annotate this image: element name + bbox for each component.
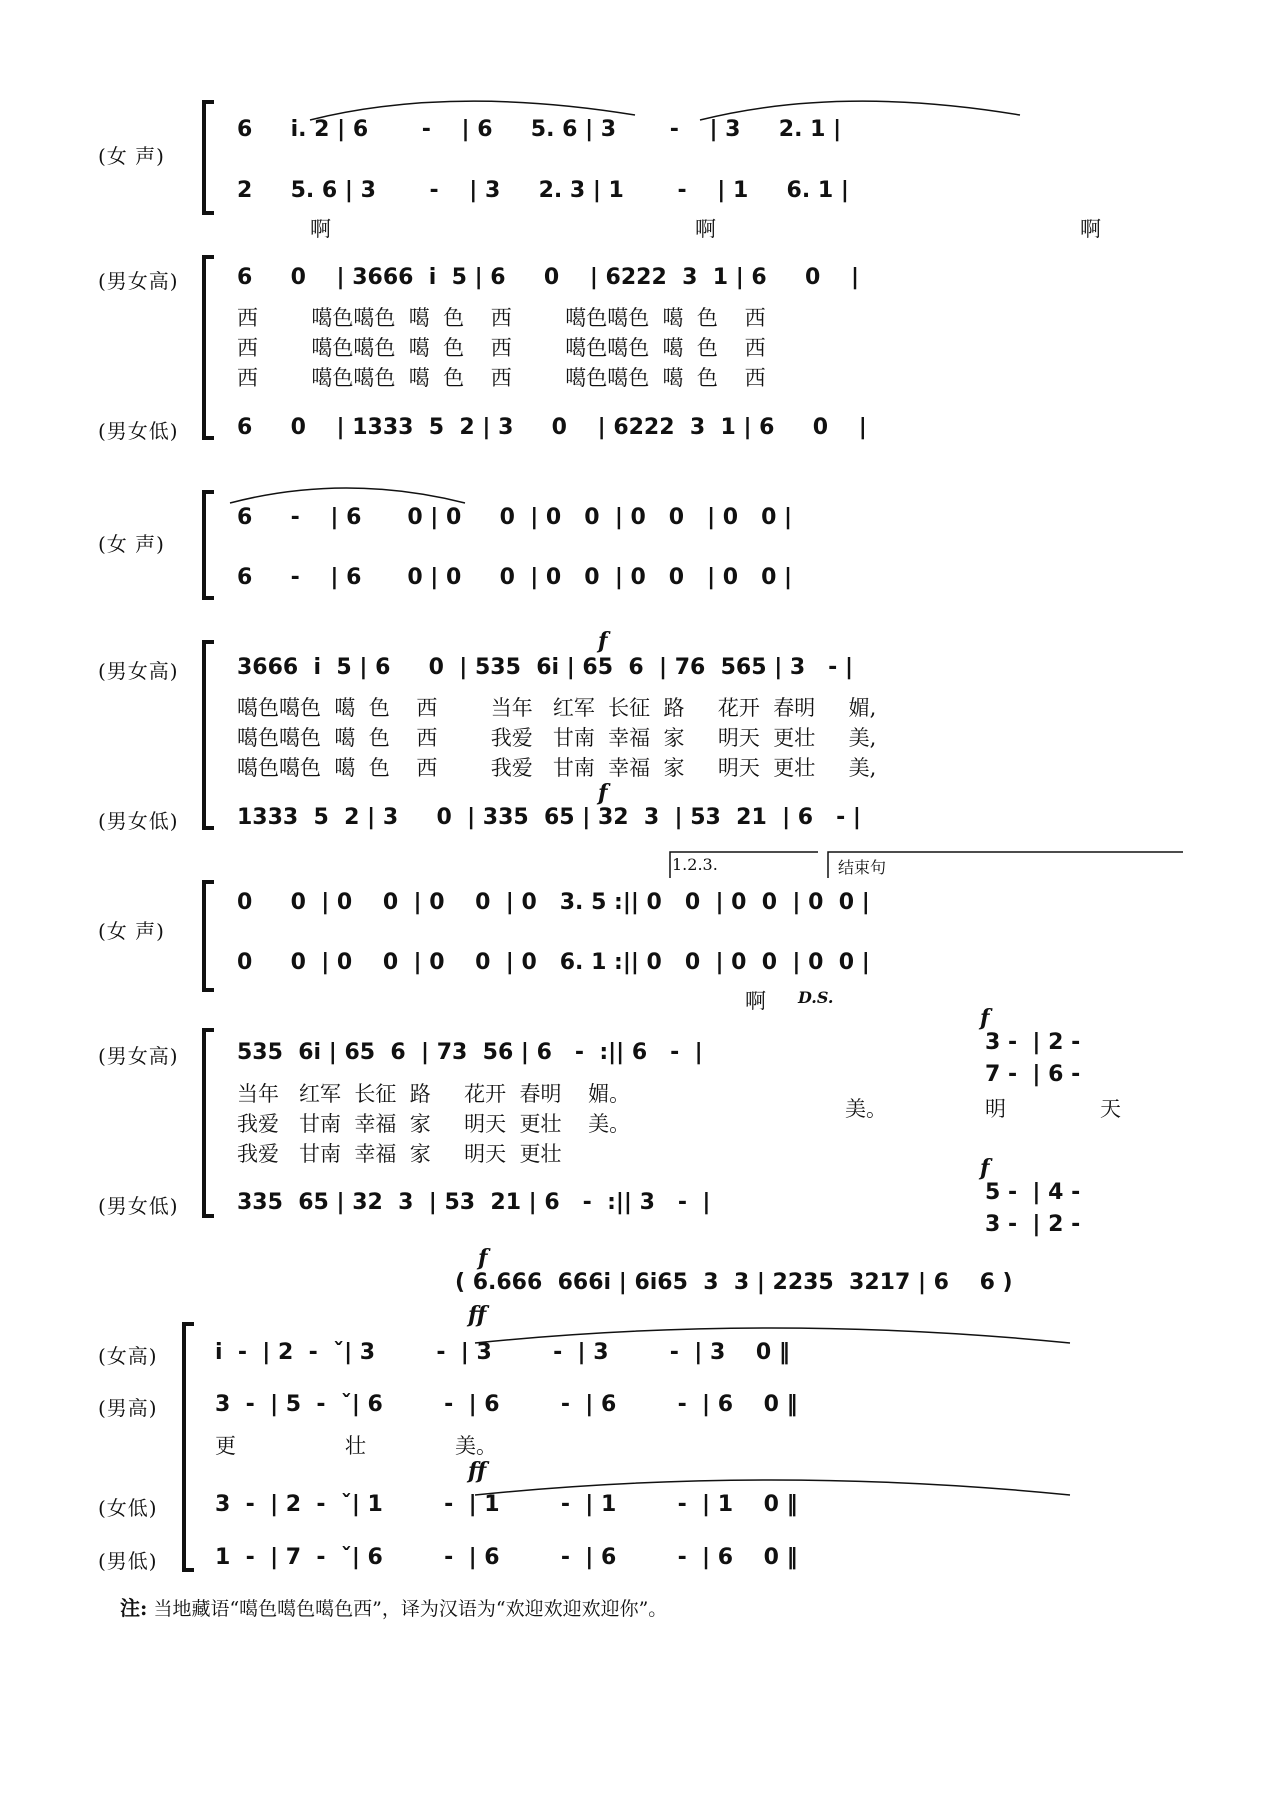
lyric-ah: 啊 (745, 989, 766, 1013)
volta-ending: 结束句 (838, 858, 887, 877)
notes-male-low: 1 - | 7 - ˇ| 6 - | 6 - | 6 - | 6 0 ‖ (215, 1545, 798, 1570)
lyric-line-2: 我爱 甘南 幸福 家 明天 更壮 美。 (237, 1112, 631, 1136)
dynamic-forte: f (478, 1245, 488, 1271)
lyric-mei: 美。 (455, 1434, 497, 1458)
footnote-prefix: 注: (120, 1596, 148, 1620)
volta-brackets (668, 850, 1188, 880)
notes-female-top: 0 0 | 0 0 | 0 0 | 0 3. 5 :|| 0 0 | 0 0 | 0 0 | (237, 890, 870, 915)
notes-split-low-top: 5 - | 4 - (985, 1180, 1081, 1205)
lyric-line-2: 噶色噶色 噶 色 西 我爱 甘南 幸福 家 明天 更壮 美, (237, 726, 877, 750)
volta-first: 1.2.3. (672, 855, 718, 874)
slurs (300, 90, 1260, 130)
lyric-line-3: 我爱 甘南 幸福 家 明天 更壮 (237, 1142, 562, 1166)
choir-bracket (180, 1322, 200, 1572)
notes-female-bottom: 2 5. 6 | 3 - | 3 2. 3 | 1 - | 1 6. 1 | (237, 178, 849, 203)
part-label-female: (女 声) (98, 532, 165, 556)
part-label-female-low: (女低) (98, 1496, 158, 1520)
notes-female-bottom: 0 0 | 0 0 | 0 0 | 0 6. 1 :|| 0 0 | 0 0 | 0 0 | (237, 950, 870, 975)
notes-female-bottom: 6 - | 6 0 | 0 0 | 0 0 | 0 0 | 0 0 | (237, 565, 793, 590)
lyric-line-1: 西 噶色噶色 噶 色 西 噶色噶色 噶 色 西 (237, 306, 766, 330)
lyric-geng: 更 (215, 1434, 236, 1458)
notes-mixed-low: 6 0 | 1333 5 2 | 3 0 | 6222 3 1 | 6 0 | (237, 415, 867, 440)
part-label-mixed-low: (男女低) (98, 419, 179, 443)
notes-mixed-low: 1333 5 2 | 3 0 | 335 65 | 32 3 | 53 21 | 6 - | (237, 805, 861, 830)
part-label-mixed-high: (男女高) (98, 269, 179, 293)
lyric-extra-3: 天 (1100, 1097, 1121, 1121)
ties-upper (470, 1318, 1090, 1348)
footnote-text: 当地藏语“噶色噶色噶色西”，译为汉语为“欢迎欢迎欢迎你”。 (153, 1598, 668, 1620)
footnote (120, 1592, 667, 1621)
dal-segno: D.S. (798, 988, 834, 1007)
dynamic-forte: f (598, 780, 608, 806)
notes-mixed-low: 335 65 | 32 3 | 53 21 | 6 - :|| 3 - | (237, 1190, 711, 1215)
female-bracket (200, 490, 220, 600)
lyric-ah-3: 啊 (1080, 217, 1101, 241)
notes-female-top: 6 i. 2 | 6 - | 6 5. 6 | 3 - | 3 2. 1 | (237, 117, 842, 142)
part-label-female-high: (女高) (98, 1344, 158, 1368)
notes-female-top: 6 - | 6 0 | 0 0 | 0 0 | 0 0 | 0 0 | (237, 505, 793, 530)
notes-mixed-high: 6 0 | 3666 i 5 | 6 0 | 6222 3 1 | 6 0 | (237, 265, 859, 290)
part-label-female: (女 声) (98, 919, 165, 943)
mixed-bracket (200, 640, 220, 830)
part-label-mixed-high: (男女高) (98, 1044, 179, 1068)
lyric-line-1: 当年 红军 长征 路 花开 春明 媚。 (237, 1082, 631, 1106)
lyric-extra-1: 美。 (845, 1097, 887, 1121)
part-label-male-high: (男高) (98, 1396, 158, 1420)
part-label-male-low: (男低) (98, 1549, 158, 1573)
female-bracket (200, 880, 220, 992)
notes-mixed-high: 535 6i | 65 6 | 73 56 | 6 - :|| 6 - | (237, 1040, 703, 1065)
notes-female-high: i - | 2 - ˇ| 3 - | 3 - | 3 - | 3 0 ‖ (215, 1340, 790, 1365)
mixed-bracket (200, 255, 220, 440)
mixed-bracket (200, 1028, 220, 1218)
lyric-line-3: 西 噶色噶色 噶 色 西 噶色噶色 噶 色 西 (237, 366, 766, 390)
notes-split-high-top: 3 - | 2 - (985, 1030, 1081, 1055)
dynamic-fortissimo: ff (468, 1302, 487, 1328)
notes-mixed-high: 3666 i 5 | 6 0 | 535 6i | 65 6 | 76 565 | 3 - | (237, 655, 854, 680)
part-label-mixed-low: (男女低) (98, 1194, 179, 1218)
notes-female-low: 3 - | 2 - ˇ| 1 - | 1 - | 1 - | 1 0 ‖ (215, 1492, 798, 1517)
dynamic-forte: f (980, 1005, 990, 1031)
lyric-zhuang: 壮 (345, 1434, 366, 1458)
female-bracket (200, 100, 220, 215)
lyric-line-2: 西 噶色噶色 噶 色 西 噶色噶色 噶 色 西 (237, 336, 766, 360)
dynamic-forte: f (980, 1155, 990, 1181)
lyric-ah-2: 啊 (695, 217, 716, 241)
part-label-mixed-high: (男女高) (98, 659, 179, 683)
lyric-extra-2: 明 (985, 1097, 1006, 1121)
lyric-line-3: 噶色噶色 噶 色 西 我爱 甘南 幸福 家 明天 更壮 美, (237, 756, 877, 780)
part-label-mixed-low: (男女低) (98, 809, 179, 833)
part-label-female: (女 声) (98, 144, 165, 168)
ties-lower (470, 1470, 1090, 1500)
slurs (225, 478, 485, 508)
dynamic-forte: f (598, 628, 608, 654)
lyric-line-1: 噶色噶色 噶 色 西 当年 红军 长征 路 花开 春明 媚, (237, 696, 877, 720)
lyric-ah-1: 啊 (310, 217, 331, 241)
notes-split-low-bottom: 3 - | 2 - (985, 1212, 1081, 1237)
instrumental-intro: ( 6.666 666i | 6i65 3 3 | 2235 3217 | 6 6 ) (455, 1270, 1013, 1295)
notes-split-high-bottom: 7 - | 6 - (985, 1062, 1081, 1087)
dynamic-fortissimo: ff (468, 1458, 487, 1484)
notes-male-high: 3 - | 5 - ˇ| 6 - | 6 - | 6 - | 6 0 ‖ (215, 1392, 798, 1417)
